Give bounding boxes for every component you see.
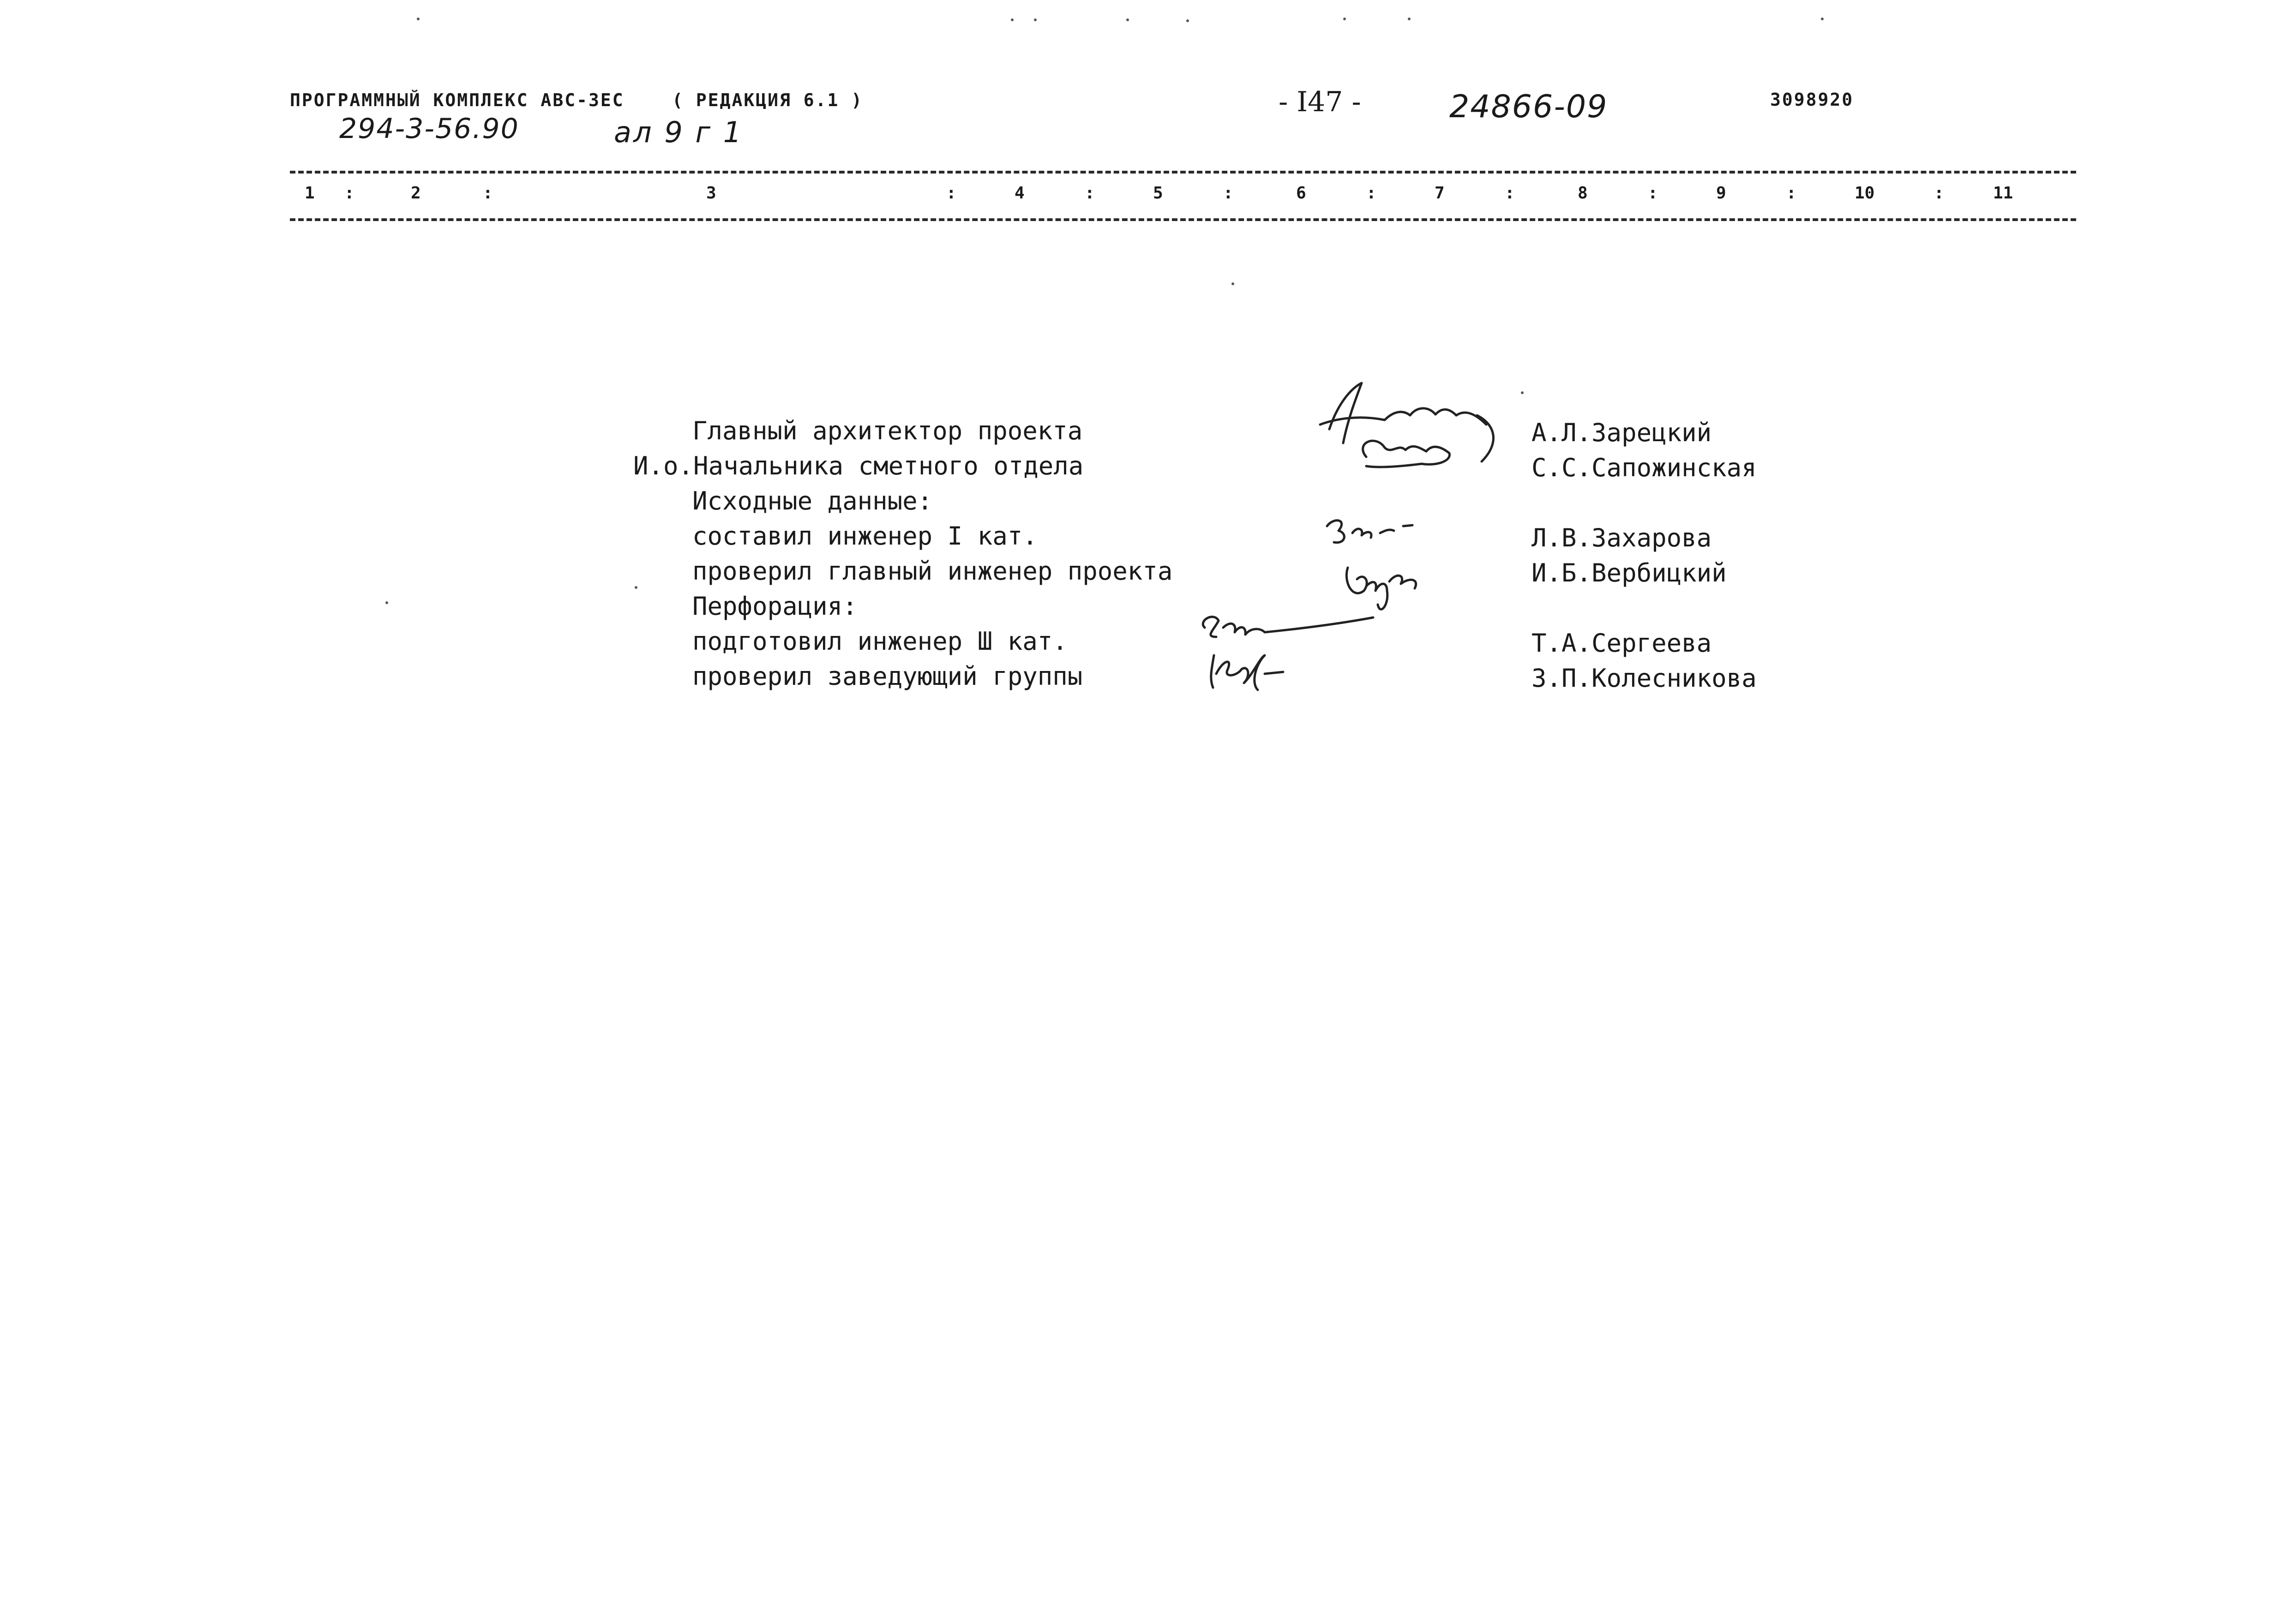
scan-speck	[1821, 18, 1824, 20]
column-number: 5	[1153, 184, 1163, 203]
column-number: 3	[706, 184, 716, 203]
column-separator: :	[1366, 184, 1376, 203]
heading-perforation: Перфорация:	[692, 592, 858, 621]
column-number: 7	[1435, 184, 1445, 203]
column-separator: :	[1505, 184, 1515, 203]
bottom-dashed-rule	[290, 218, 2076, 221]
scan-speck	[1186, 19, 1189, 22]
signature-compiled-verbitsky	[1320, 512, 1431, 618]
title-estimate-head: И.о.Начальника сметного отдела	[633, 451, 1084, 480]
column-separator: :	[1934, 184, 1944, 203]
title-chief-architect: Главный архитектор проекта	[692, 416, 1083, 445]
column-number: 9	[1716, 184, 1726, 203]
column-number: 10	[1855, 184, 1875, 203]
scan-speck	[1343, 18, 1346, 20]
scan-speck	[1011, 18, 1014, 21]
column-separator: :	[1085, 184, 1095, 203]
name-checked-engineer: И.Б.Вербицкий	[1531, 558, 1727, 587]
column-separator: :	[483, 184, 493, 203]
top-dashed-rule	[290, 171, 2076, 174]
column-number: 6	[1296, 184, 1306, 203]
scan-speck	[1521, 391, 1524, 394]
scan-speck	[1408, 18, 1411, 20]
column-number: 2	[411, 184, 421, 203]
signature-chief-architect	[1311, 374, 1505, 475]
page-number: - I47 -	[1279, 86, 1361, 118]
column-number: 8	[1578, 184, 1588, 203]
signature-prepared-kolesnikova	[1195, 609, 1380, 692]
scan-speck	[635, 586, 637, 589]
scan-speck	[1231, 282, 1234, 285]
column-number: 4	[1015, 184, 1025, 203]
document-code: 3098920	[1770, 90, 1854, 110]
column-separator: :	[1223, 184, 1233, 203]
column-separator: :	[1786, 184, 1796, 203]
column-separator: :	[1648, 184, 1658, 203]
column-number-row	[290, 184, 2076, 207]
title-compiled: составил инженер I кат.	[692, 521, 1038, 551]
title-checked-engineer: проверил главный инженер проекта	[692, 557, 1173, 586]
name-compiled: Л.В.Захарова	[1531, 523, 1712, 552]
name-checked-group: З.П.Колесникова	[1531, 664, 1757, 693]
scan-speck	[385, 601, 388, 604]
document-number: 24866-09	[1449, 89, 1608, 125]
scan-speck	[1126, 18, 1129, 21]
column-separator: :	[946, 184, 956, 203]
column-number: 11	[1993, 184, 2013, 203]
title-prepared: подготовил инженер Ш кат.	[692, 627, 1068, 656]
program-title	[290, 90, 863, 110]
scan-speck	[1034, 18, 1037, 21]
heading-source-data: Исходные данные:	[692, 486, 933, 515]
name-prepared: Т.А.Сергеева	[1531, 629, 1712, 658]
handwritten-reference: 294-3-56.90	[339, 113, 519, 145]
program-name: ПРОГРАММНЫЙ КОМПЛЕКС АВС-3ЕС	[290, 90, 625, 110]
name-estimate-head: С.С.Сапожинская	[1531, 453, 1757, 482]
column-number: 1	[305, 184, 315, 203]
program-revision: ( РЕДАКЦИЯ 6.1 )	[672, 90, 864, 110]
title-checked-group: проверил заведующий группы	[692, 662, 1083, 691]
handwritten-note: ал 9 г 1	[614, 115, 744, 149]
column-separator: :	[344, 184, 354, 203]
scan-speck	[417, 18, 420, 20]
name-chief-architect: А.Л.Зарецкий	[1531, 418, 1712, 447]
